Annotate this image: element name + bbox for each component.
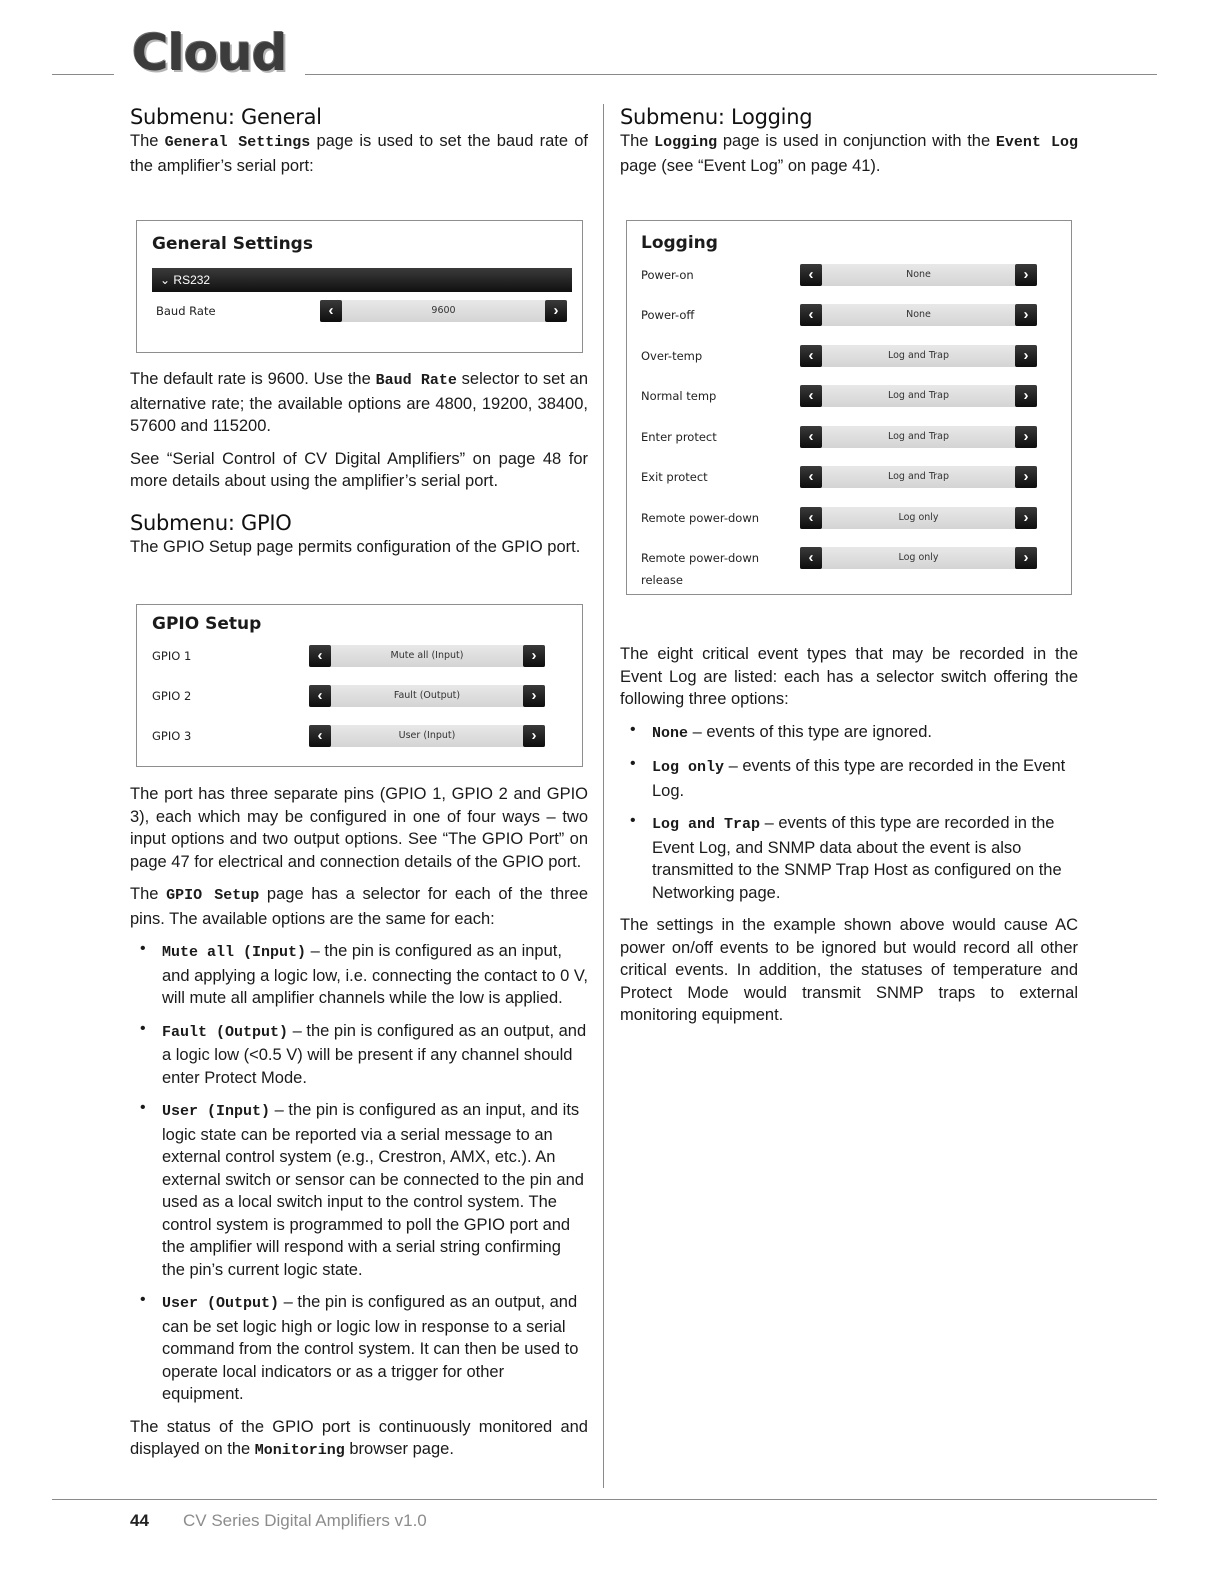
chevron-right-icon[interactable]: › [523,725,545,747]
gpio-pins-description: The port has three separate pins (GPIO 1, GPIO 2 and GPIO 3), each which may be configured in one of four ways – two input options and two output options. See “The GPIO Port” on page 47 for electrical and connection details of the GPIO port. [130,785,588,871]
chevron-right-icon[interactable]: › [1015,264,1037,286]
chevron-left-icon[interactable]: ‹ [800,507,822,529]
gpio1-selector[interactable] [309,645,545,667]
general-settings-panel [136,220,583,353]
exit-protect-value: Log and Trap [887,471,950,482]
remote-power-down-release-label: Remote power-down release [641,551,760,587]
gpio3-label: GPIO 3 [152,729,192,743]
chevron-left-icon[interactable]: ‹ [800,547,822,569]
page-number: 44 [130,1511,149,1530]
logging-example-description: The settings in the example shown above would cause AC power on/off events to be ignored but would record all other critical events. In addition, the statuses of temperature and Protect Mode would transmit SNMP traps to external monitoring equipment. [620,916,1078,1024]
header-rule-right [305,74,1157,75]
gpio-selector-description: The GPIO Setup page has a selector for each of the three pins. The available options are the same for each: [130,885,589,928]
gpio2-value: Fault (Output) [393,690,461,701]
gpio2-selector[interactable] [309,685,545,707]
gpio-heading: Submenu: GPIO [130,511,292,535]
gpio-section [130,510,588,559]
gpio-body [130,783,588,1463]
gpio-setup-panel [136,604,583,767]
chevron-left-icon[interactable]: ‹ [800,345,822,367]
general-default-rate: The default rate is 9600. Use the Baud Rate selector to set an alternative rate; the available options are 4800, 19200, 38400, 57600 and 115200. [130,370,588,435]
gpio2-label: GPIO 2 [152,689,192,703]
gpio3-value: User (Input) [398,730,456,741]
logging-section [620,104,1078,177]
caret-down-icon: ⌄ [160,273,171,287]
enter-protect-label: Enter protect [641,430,717,444]
chevron-left-icon[interactable]: ‹ [309,725,331,747]
chevron-right-icon[interactable]: › [523,645,545,667]
power-off-label: Power-off [641,308,695,322]
general-see-serial: See “Serial Control of CV Digital Amplifiers” on page 48 for more details about using the amplifier’s serial port. [130,449,588,490]
exit-protect-label: Exit protect [641,470,708,484]
list-item: • User (Input) – the pin is configured as an input, and its logic state can be reported via a serial message to an external control system (e.g., Crestron, AMX, etc.). An external switch or sensor can be connected to the pin and used as a local switch input to the control system. The control system is programmed to poll the GPIO port and the amplifier will respond with a serial string confirming the pin’s current logic state. [130,1099,588,1281]
chevron-left-icon[interactable]: ‹ [800,426,822,448]
over-temp-selector[interactable] [800,345,1037,367]
logging-heading: Submenu: Logging [620,105,813,129]
enter-protect-value: Log and Trap [887,431,950,442]
normal-temp-selector[interactable] [800,385,1037,407]
remote-power-down-value: Log only [898,512,939,523]
chevron-right-icon[interactable]: › [545,300,567,322]
chevron-right-icon[interactable]: › [1015,385,1037,407]
footer-rule [52,1499,1157,1500]
gpio1-value: Mute all (Input) [390,650,464,661]
chevron-right-icon[interactable]: › [1015,466,1037,488]
chevron-left-icon[interactable]: ‹ [309,645,331,667]
remote-power-down-release-value: Log only [898,552,939,563]
baud-rate-selector[interactable] [320,300,567,322]
gpio-options-list [130,940,588,1406]
general-body [130,368,588,493]
list-item: • User (Output) – the pin is configured as an output, and can be set logic high or logic low in response to a serial command from the control system. It can then be used to operate local indicators or as a trigger for other equipment. [130,1291,588,1406]
panel-title: GPIO Setup [152,614,262,634]
power-off-selector[interactable] [800,304,1037,326]
panel-title: General Settings [152,234,313,254]
chevron-right-icon[interactable]: › [1015,304,1037,326]
panel-title: Logging [641,233,718,253]
document-title: CV Series Digital Amplifiers v1.0 [183,1511,427,1530]
chevron-right-icon[interactable]: › [1015,507,1037,529]
baud-rate-value: 9600 [431,305,456,316]
general-section [130,104,588,177]
chevron-right-icon[interactable]: › [523,685,545,707]
column-divider [603,104,604,1488]
remote-power-down-selector[interactable] [800,507,1037,529]
general-heading: Submenu: General [130,105,322,129]
over-temp-value: Log and Trap [887,350,950,361]
baud-rate-label: Baud Rate [156,304,216,318]
general-intro: The General Settings page is used to set the baud rate of the amplifier’s serial port: [130,132,588,175]
list-item: • Log and Trap – events of this type are recorded in the Event Log, and SNMP data about the event is also transmitted to the SNMP Trap Host as configured on the Networking page. [620,812,1078,904]
logging-intro: The Logging page is used in conjunction with the Event Log page (see “Event Log” on page 41). [620,132,1078,175]
power-on-selector[interactable] [800,264,1037,286]
power-on-value: None [906,269,931,280]
logging-panel [626,220,1072,595]
normal-temp-label: Normal temp [641,389,717,403]
chevron-left-icon[interactable]: ‹ [309,685,331,707]
chevron-left-icon[interactable]: ‹ [800,385,822,407]
exit-protect-selector[interactable] [800,466,1037,488]
enter-protect-selector[interactable] [800,426,1037,448]
chevron-right-icon[interactable]: › [1015,547,1037,569]
remote-power-down-release-selector[interactable] [800,547,1037,569]
list-item: • Fault (Output) – the pin is configured as an output, and a logic low (<0.5 V) will be present if any channel should enter Protect Mode. [130,1020,588,1090]
rs232-section-bar[interactable]: ⌄ RS232 [152,268,572,292]
cloud-logo: Cloud [132,24,287,82]
power-off-value: None [906,309,931,320]
logging-options-list [620,721,1078,905]
gpio-intro: The GPIO Setup page permits configuration of the GPIO port. [130,538,581,556]
chevron-left-icon[interactable]: ‹ [800,264,822,286]
gpio3-selector[interactable] [309,725,545,747]
gpio-status-description: The status of the GPIO port is continuously monitored and displayed on the Monitoring browser page. [130,1417,588,1459]
list-item: • Log only – events of this type are recorded in the Event Log. [620,755,1078,802]
remote-power-down-label: Remote power-down [641,511,760,525]
list-item: • None – events of this type are ignored. [620,721,1078,746]
logging-body [620,643,1078,1027]
normal-temp-value: Log and Trap [887,390,950,401]
power-on-label: Power-on [641,268,694,282]
chevron-right-icon[interactable]: › [1015,426,1037,448]
header-rule-left [52,74,114,75]
chevron-left-icon[interactable]: ‹ [800,304,822,326]
chevron-left-icon[interactable]: ‹ [800,466,822,488]
gpio1-label: GPIO 1 [152,649,192,663]
chevron-left-icon[interactable]: ‹ [320,300,342,322]
logging-event-types: The eight critical event types that may be recorded in the Event Log are listed: each has a selector switch offering the following three options: [620,645,1078,708]
chevron-right-icon[interactable]: › [1015,345,1037,367]
list-item: • Mute all (Input) – the pin is configured as an input, and applying a logic low, i.e. connecting the contact to 0 V, will mute all amplifier channels while the low is applied. [130,940,588,1010]
over-temp-label: Over-temp [641,349,703,363]
